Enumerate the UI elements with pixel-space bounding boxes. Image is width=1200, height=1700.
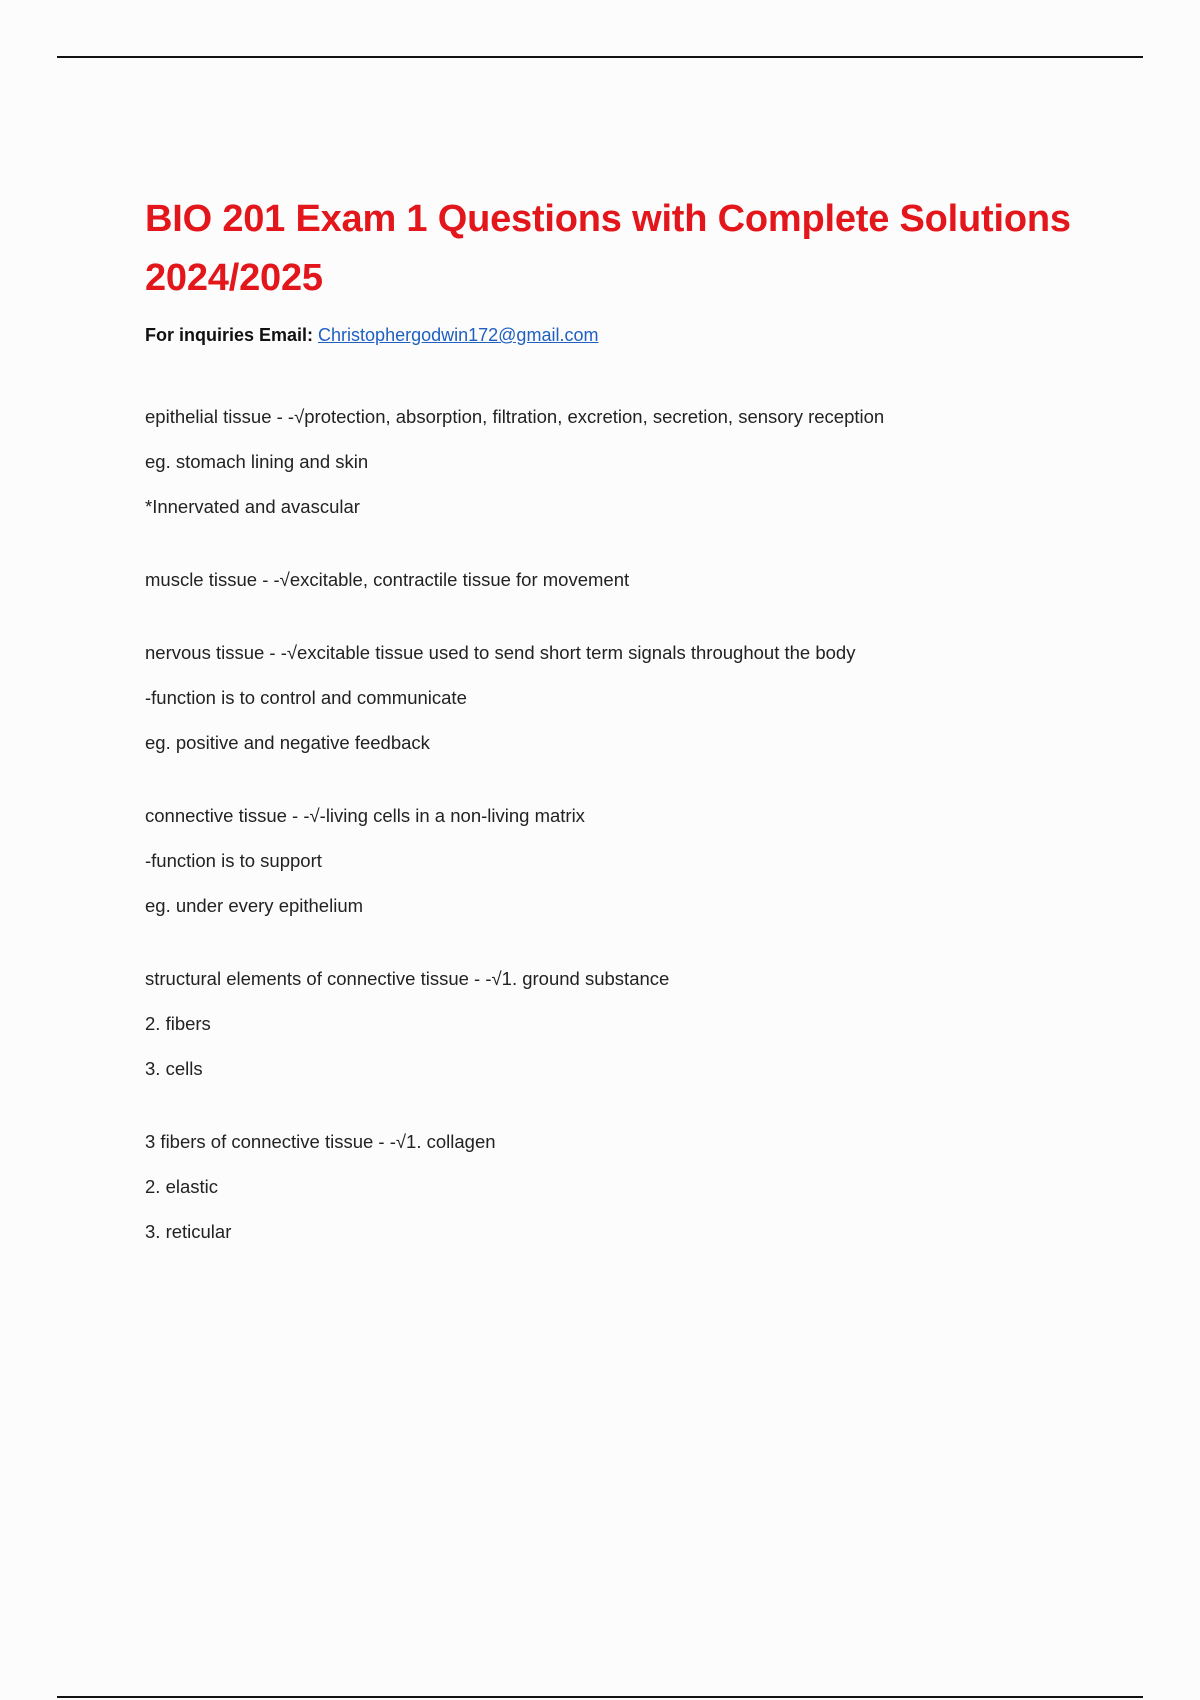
qa-item-epithelial-tissue [145,404,1105,520]
qa-line: 3. cells [145,1058,203,1079]
qa-line: muscle tissue - -√excitable, contractile tissue for movement [145,569,630,590]
qa-line: structural elements of connective tissue - -√1. ground substance [145,968,670,989]
qa-line: 2. fibers [145,1013,211,1034]
qa-line: connective tissue - -√-living cells in a non-living matrix [145,805,585,826]
inquiry-email-link[interactable]: Christophergodwin172@gmail.com [318,325,599,345]
qa-line: nervous tissue - -√excitable tissue used to send short term signals throughout the body [145,642,856,663]
qa-line: -function is to support [145,850,322,871]
qa-line: eg. stomach lining and skin [145,451,369,472]
qa-item-structural-elements [145,966,1105,1082]
qa-item-nervous-tissue [145,640,1105,756]
qa-item-connective-tissue [145,803,1105,919]
qa-line: eg. under every epithelium [145,895,364,916]
qa-item-muscle-tissue [145,567,1105,593]
qa-line: -function is to control and communicate [145,687,467,708]
qa-line: epithelial tissue - -√protection, absorption, filtration, excretion, secretion, sensory reception [145,406,885,427]
qa-line: 3. reticular [145,1221,232,1242]
document-body [145,190,1105,1292]
inquiry-label: For inquiries Email: [145,325,314,345]
qa-line: 3 fibers of connective tissue - -√1. collagen [145,1131,496,1152]
qa-item-connective-fibers [145,1129,1105,1245]
qa-line: eg. positive and negative feedback [145,732,430,753]
header-rule [57,56,1143,58]
qa-line: 2. elastic [145,1176,219,1197]
inquiry-line [145,322,1105,348]
document-title: BIO 201 Exam 1 Questions with Complete Solutions 2024/2025 [145,198,1071,299]
footer-rule [57,1696,1143,1698]
qa-line: *Innervated and avascular [145,496,360,517]
qa-list [145,404,1105,1245]
